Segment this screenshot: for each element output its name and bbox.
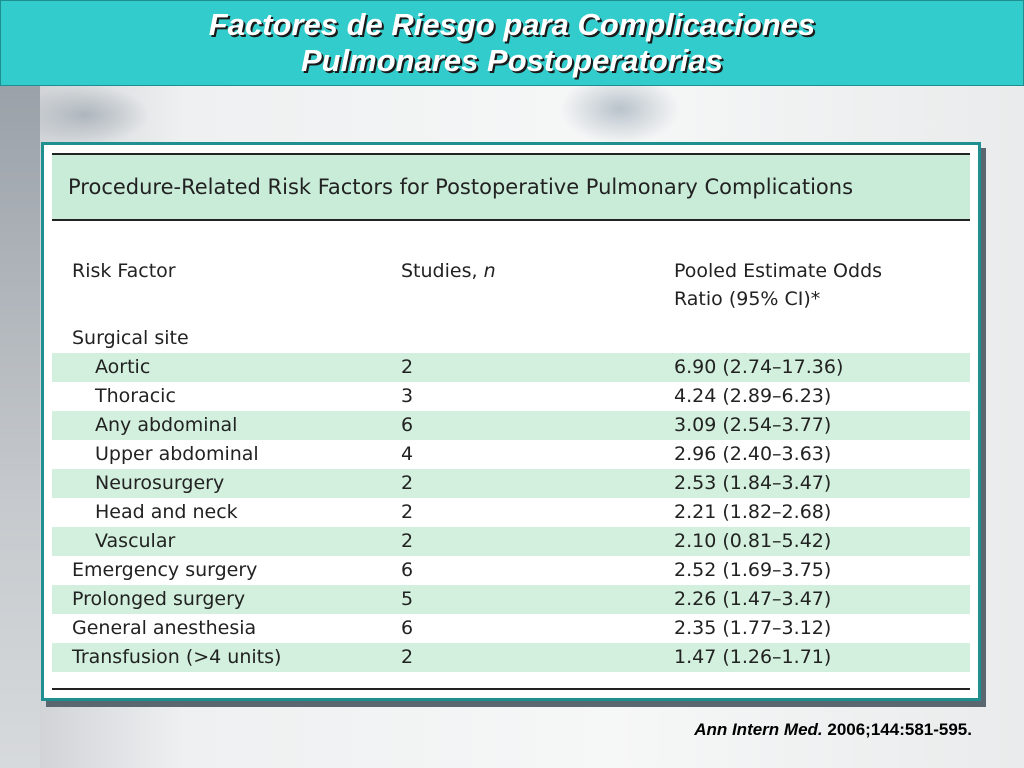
cell-risk-factor: Upper abdominal (95, 443, 259, 465)
column-header-studies-label: Studies, (401, 260, 484, 282)
cell-studies: 2 (401, 472, 414, 494)
cell-studies: 4 (401, 443, 414, 465)
column-header-odds-line-2: Ratio (95% CI)* (674, 288, 821, 310)
cell-studies: 2 (401, 356, 414, 378)
column-header-odds-ratio (674, 257, 882, 313)
cell-odds-ratio: 2.26 (1.47–3.47) (674, 588, 832, 610)
cell-odds-ratio: 2.35 (1.77–3.12) (674, 617, 832, 639)
citation-journal: Ann Intern Med. (694, 720, 823, 739)
table-row (52, 382, 970, 411)
table-heading: Procedure-Related Risk Factors for Postoperative Pulmonary Complications (68, 175, 854, 199)
cell-risk-factor: Aortic (95, 356, 151, 378)
table-row (52, 556, 970, 585)
citation (694, 720, 972, 740)
cell-risk-factor: Emergency surgery (72, 559, 258, 581)
citation-end: . (967, 720, 972, 739)
table (52, 153, 970, 690)
background-shape (560, 85, 680, 145)
cell-studies: 2 (401, 646, 414, 668)
cell-risk-factor: Prolonged surgery (72, 588, 246, 610)
background-shape (0, 85, 40, 768)
cell-odds-ratio: 2.52 (1.69–3.75) (674, 559, 832, 581)
table-row (52, 527, 970, 556)
cell-odds-ratio: 2.21 (1.82–2.68) (674, 501, 832, 523)
cell-odds-ratio: 3.09 (2.54–3.77) (674, 414, 832, 436)
cell-risk-factor: Thoracic (95, 385, 176, 407)
cell-risk-factor: Transfusion (>4 units) (72, 646, 282, 668)
column-header-studies-n: n (483, 260, 496, 282)
table-heading-band (52, 155, 970, 219)
cell-risk-factor: Vascular (95, 530, 176, 552)
cell-studies: 2 (401, 530, 414, 552)
table-row (52, 440, 970, 469)
background-shape (40, 85, 150, 145)
table-row (52, 324, 970, 353)
table-row (52, 469, 970, 498)
table-heading-rule (52, 219, 970, 221)
cell-odds-ratio: 2.10 (0.81–5.42) (674, 530, 832, 552)
cell-studies: 2 (401, 501, 414, 523)
column-header-studies (401, 257, 496, 285)
cell-risk-factor: Head and neck (95, 501, 238, 523)
table-row (52, 411, 970, 440)
cell-studies: 6 (401, 617, 414, 639)
citation-reference: 2006;144:581-595 (822, 720, 968, 739)
table-body (52, 324, 970, 672)
table-row (52, 585, 970, 614)
cell-risk-factor: Surgical site (72, 327, 189, 349)
table-row (52, 353, 970, 382)
table-card (41, 142, 981, 701)
cell-odds-ratio: 6.90 (2.74–17.36) (674, 356, 844, 378)
cell-risk-factor: General anesthesia (72, 617, 257, 639)
slide-title-line-1: Factores de Riesgo para Complicaciones (208, 7, 816, 42)
column-header-odds-line-1: Pooled Estimate Odds (674, 260, 883, 282)
cell-studies: 6 (401, 559, 414, 581)
cell-studies: 3 (401, 385, 414, 407)
cell-studies: 6 (401, 414, 414, 436)
table-row (52, 498, 970, 527)
table-row (52, 643, 970, 672)
slide-title-line-2: Pulmonares Postoperatorias (300, 43, 724, 78)
cell-risk-factor: Neurosurgery (95, 472, 225, 494)
table-row (52, 614, 970, 643)
cell-odds-ratio: 1.47 (1.26–1.71) (674, 646, 832, 668)
cell-risk-factor: Any abdominal (95, 414, 238, 436)
cell-odds-ratio: 2.53 (1.84–3.47) (674, 472, 832, 494)
cell-studies: 5 (401, 588, 414, 610)
slide-title-bar (0, 0, 1024, 86)
column-header-risk-factor: Risk Factor (72, 260, 176, 282)
cell-odds-ratio: 2.96 (2.40–3.63) (674, 443, 832, 465)
cell-odds-ratio: 4.24 (2.89–6.23) (674, 385, 832, 407)
table-bottom-rule (52, 688, 970, 690)
